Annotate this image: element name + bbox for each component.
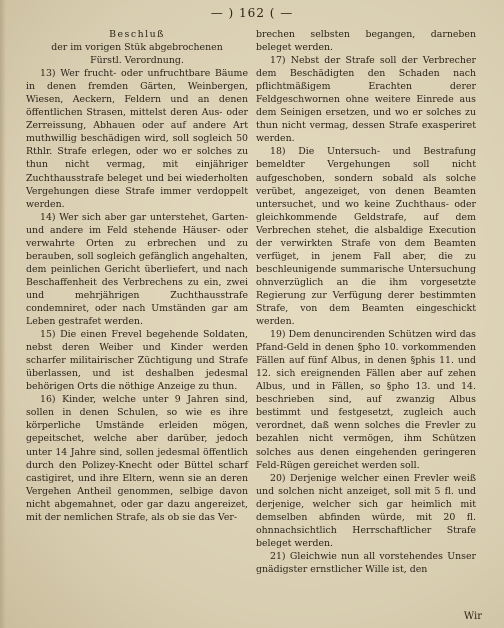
paragraph-19: 19) Dem denuncirenden Schützen wird das Pfand-Geld in denen §pho 10. vorkommenden Fällen auf fünf Albus, in denen §phis 11. und 12. sich ereignenden Fällen aber auf zehen Albus, und in Fällen, so §pho 13. und 14. beschrieben sind, auf zwanzig Albus bestimmt und festgesetzt, zugleich auch verordnet, daß wenn solches die Frevler zu bezahlen nicht vermögen, ihm Schützen solches aus denen eingehenden geringeren Feld-Rügen gereichet werden soll.	[256, 329, 476, 471]
right-column	[256, 28, 476, 576]
paragraph-15: 15) Die einen Frevel begehende Soldaten, nebst deren Weiber und Kinder werden scharfer militairischer Züchtigung und Strafe überlassen, und ist deshalben jedesmal behörigen Orts die nöthige Anzeige zu thun.	[26, 329, 248, 393]
paragraph-21: 21) Gleichwie nun all vorstehendes Unser gnädigster ernstlicher Wille ist, den	[256, 550, 476, 575]
paragraph-18: 18) Die Untersuch- und Bestrafung bemeldter Vergehungen soll nicht aufgeschoben, sondern sobald als solche verübet, angezeiget, von denen Beamten untersuchet, und wo keine Zuchthaus- oder gleichkommende Geldstrafe, auf dem Verbrechen stehet, die alsbaldige Execution der verwirkten Strafe von dem Beamten verfüget, in jenem Fall aber, die zu beschleunigende summarische Untersuchung ohnverzüglich an die ihm vorgesetzte Regierung zur Verfügung derer bestimmten Strafe, von dem Beamten eingeschickt werden.	[256, 146, 476, 328]
paragraph-16: 16) Kinder, welche unter 9 Jahren sind, sollen in denen Schulen, so wie es ihre körperliche Umstände erleiden mögen, gepeitschet, welche aber darüber, jedoch unter 14 Jahre sind, sollen jedesmal öffentlich durch den Polizey-Knecht oder Büttel scharf castigiret, und ihre Eltern, wenn sie an deren Vergehen Antheil genommen, selbige davon nicht abgemahnet, oder gar dazu angereizet, mit der nemlichen Strafe, als ob sie das Ver-	[26, 394, 248, 523]
section-heading: Beschluß	[109, 29, 165, 40]
paragraph-13: 13) Wer frucht- oder unfruchtbare Bäume in denen fremden Gärten, Weinbergen, Wiesen, Aeckern, Feldern und an denen öffentlichen Strasen, mittelst deren Aus- oder Zerreissung, Abhauen oder auf andere Art muthwillig beschädigen wird, soll sogleich 50 Rthlr. Strafe erlegen, oder wo er solches zu thun nicht vermag, mit einjähriger Zuchthausstrafe beleget und bei wiederholten Vergehungen diese Strafe immer verdoppelt werden.	[26, 68, 248, 210]
section-subheading: der im vorigen Stük abgebrochenen	[51, 42, 223, 54]
catchword: Wir	[463, 611, 482, 622]
paragraph-17: 17) Nebst der Strafe soll der Verbrecher dem Beschädigten den Schaden nach pflichtmäßigem Erachten derer Feldgeschwornen ohne weitere Einrede aus dem Seinigen ersetzen, und wo er solches zu thun nicht vermag, dessen Strafe exasperiret werden.	[256, 55, 476, 145]
section-subheading-2: Fürstl. Verordnung.	[90, 55, 184, 67]
paragraph-20: 20) Derjenige welcher einen Frevler weiß und solchen nicht anzeiget, soll mit 5 fl. und derjenige, welcher sich gar heimlich mit demselben abfinden würde, mit 20 fl. ohnnachsichtlich Herrschaftlicher Strafe beleget werden.	[256, 472, 476, 549]
page-number-header: — ) 162 ( —	[210, 6, 294, 20]
page-edge-shadow	[0, 0, 6, 628]
paragraph-16-continued: brechen selbsten begangen, darneben beleget werden.	[256, 29, 476, 54]
paragraph-14: 14) Wer sich aber gar unterstehet, Garten- und andere im Feld stehende Häuser- oder verwahrte Orten zu erbrechen und zu berauben, soll sogleich gefänglich angehalten, dem peinlichen Gericht überliefert, und nach Beschaffenheit des Verbrechens zu ein, zwei und mehrjährigen Zuchthausstrafe condemniret, oder nach Umständen gar am Leben gestrafet werden.	[26, 211, 248, 328]
left-column	[26, 28, 248, 524]
